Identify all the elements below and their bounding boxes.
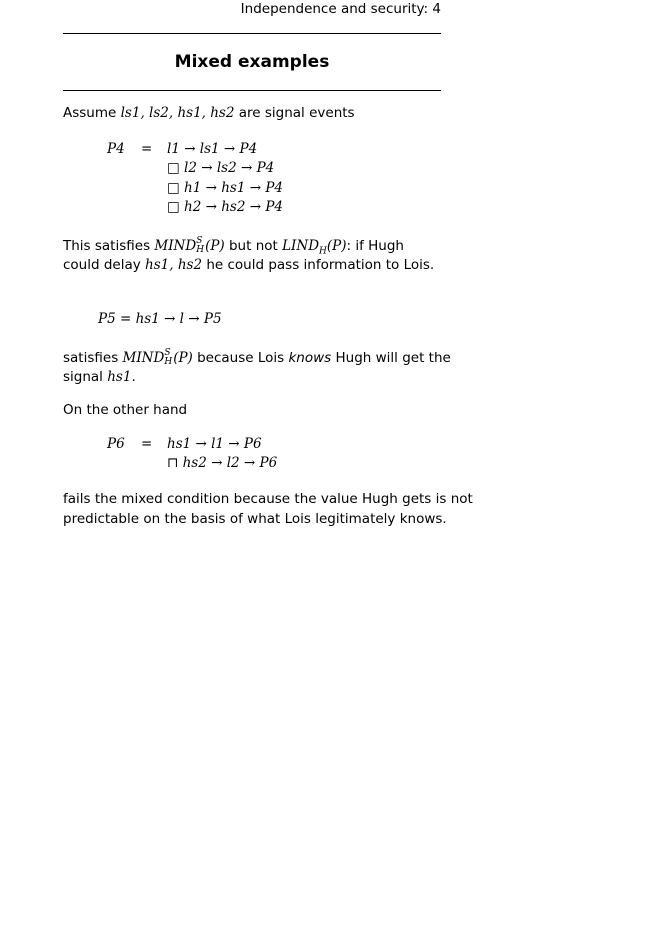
equation-row: □ h1 → hs1 → P4 bbox=[167, 180, 284, 196]
slide-page: Independence and security: 4 Mixed examples Assume ls1, ls2, hs1, hs2 are signal events P4 = l1 → ls1 → P4 □ l2 → ls2 → P4 □ h1 → hs1 → P4 □ h2 → hs2 → P4 This satisfies MIND S H (P) but not $LIND_H(P)$: if Hugh could delay hs1, hs2 he could pass information to Lois. P5 = hs1 → l → P5 satisfies MIND S H (P) because Lois knows Hugh will get the signal hs1. On the other hand P6 = hs1 → l1 → P6 ⊓ hs2 → l2 → P6 fails the mixed condition because the value Hugh gets is not predictable on the basis of what Lois legitimately knows. bbox=[0, 0, 666, 952]
equation-p5: P5 = hs1 → l → P5 bbox=[98, 311, 222, 327]
equation-row: ⊓ hs2 → l2 → P6 bbox=[167, 455, 278, 471]
equation-row: □ h2 → hs2 → P4 bbox=[167, 199, 284, 215]
intro-text: Assume ls1, ls2, hs1, hs2 are signal events bbox=[63, 105, 355, 121]
running-header: Independence and security: 4 bbox=[240, 1, 441, 17]
paragraph-4-line-2: predictable on the basis of what Lois legitimately knows. bbox=[63, 511, 447, 527]
title-rule bbox=[63, 90, 441, 91]
equation-row: □ l2 → ls2 → P4 bbox=[167, 160, 275, 176]
paragraph-2-line-2: signal hs1. bbox=[63, 369, 136, 385]
paragraph-4-line-1: fails the mixed condition because the value Hugh gets is not bbox=[63, 491, 473, 507]
paragraph-2-line-1: satisfies MIND S H (P) because Lois knows Hugh will get the bbox=[63, 348, 451, 367]
slide-title: Mixed examples bbox=[174, 52, 330, 72]
equation-row: l1 → ls1 → P4 bbox=[167, 141, 258, 157]
paragraph-1-line-2: could delay hs1, hs2 he could pass information to Lois. bbox=[63, 257, 435, 273]
top-rule bbox=[63, 33, 441, 34]
equation-row: hs1 → l1 → P6 bbox=[167, 436, 262, 452]
paragraph-3: On the other hand bbox=[63, 402, 188, 418]
paragraph-1-line-1: This satisfies MIND S H (P) but not $LIND_H(P)$: if Hugh bbox=[63, 236, 404, 257]
